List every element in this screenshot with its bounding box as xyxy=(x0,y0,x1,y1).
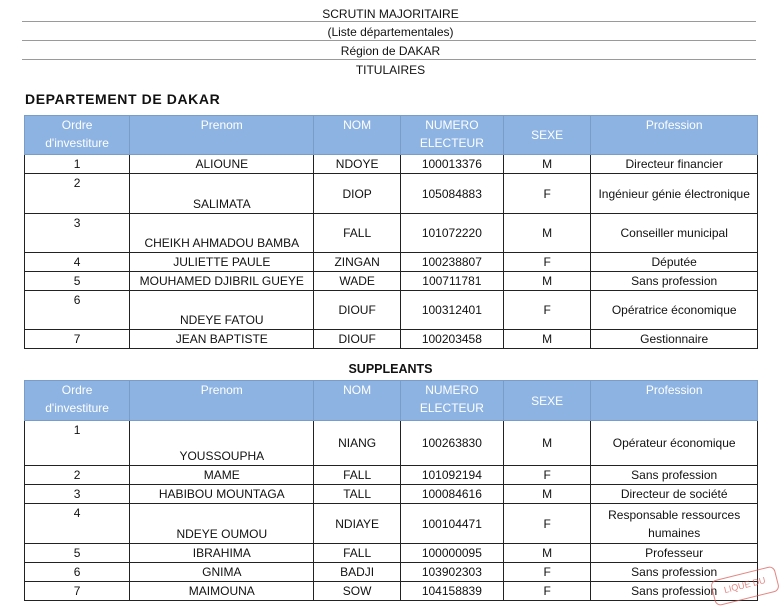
cell-prenom: NDEYE OUMOU xyxy=(130,504,314,544)
table-header-row xyxy=(25,116,758,155)
cell-numero: 100711781 xyxy=(400,272,503,291)
cell-ordre: 3 xyxy=(25,214,130,253)
table-row xyxy=(25,466,758,485)
suppleants-title: SUPPLEANTS xyxy=(348,362,433,376)
cell-sexe: M xyxy=(503,421,590,466)
cell-sexe: F xyxy=(503,174,590,214)
cell-nom: DIOUF xyxy=(314,291,400,330)
table-row xyxy=(25,291,758,330)
cell-numero: 104158839 xyxy=(400,582,503,601)
column-header-profession: Profession xyxy=(591,381,758,421)
cell-numero: 100013376 xyxy=(400,155,503,174)
cell-nom: NIANG xyxy=(314,421,400,466)
table-row xyxy=(25,330,758,349)
cell-profession: Sans profession xyxy=(591,582,758,601)
cell-prenom: GNIMA xyxy=(130,563,314,582)
cell-numero: 100104471 xyxy=(400,504,503,544)
cell-ordre: 4 xyxy=(25,253,130,272)
cell-numero: 105084883 xyxy=(400,174,503,214)
cell-profession: Directeur financier xyxy=(591,155,758,174)
department-title: DEPARTEMENT DE DAKAR xyxy=(25,91,221,107)
cell-nom: WADE xyxy=(314,272,400,291)
titulaires-table xyxy=(24,115,758,349)
cell-ordre: 2 xyxy=(25,174,130,214)
table-header-row xyxy=(25,381,758,421)
cell-nom: BADJI xyxy=(314,563,400,582)
cell-nom: DIOP xyxy=(314,174,400,214)
cell-numero: 100203458 xyxy=(400,330,503,349)
cell-sexe: F xyxy=(503,582,590,601)
column-header-sexe: SEXE xyxy=(503,116,590,155)
cell-ordre: 7 xyxy=(25,582,130,601)
cell-ordre: 6 xyxy=(25,563,130,582)
stamp-mark: LIQUE DU xyxy=(710,565,780,606)
header-rule xyxy=(22,21,756,22)
header-rule xyxy=(22,59,756,60)
suppleants-table xyxy=(24,380,758,601)
column-header-numero: NUMERO ELECTEUR xyxy=(400,116,503,155)
cell-sexe: M xyxy=(503,155,590,174)
cell-nom: NDIAYE xyxy=(314,504,400,544)
table-row xyxy=(25,155,758,174)
cell-nom: FALL xyxy=(314,214,400,253)
cell-prenom: YOUSSOUPHA xyxy=(130,421,314,466)
cell-profession: Opérateur économique xyxy=(591,421,758,466)
cell-profession: Députée xyxy=(591,253,758,272)
cell-ordre: 5 xyxy=(25,544,130,563)
cell-nom: SOW xyxy=(314,582,400,601)
cell-prenom: MAME xyxy=(130,466,314,485)
cell-numero: 100312401 xyxy=(400,291,503,330)
cell-profession: Sans profession xyxy=(591,272,758,291)
cell-numero: 103902303 xyxy=(400,563,503,582)
table-row xyxy=(25,421,758,466)
cell-ordre: 1 xyxy=(25,421,130,466)
cell-profession: Directeur de société xyxy=(591,485,758,504)
column-header-ordre: Ordre d'investiture xyxy=(25,381,130,421)
cell-prenom: ALIOUNE xyxy=(130,155,314,174)
cell-numero: 100263830 xyxy=(400,421,503,466)
cell-nom: FALL xyxy=(314,466,400,485)
table-row xyxy=(25,214,758,253)
cell-prenom: CHEIKH AHMADOU BAMBA xyxy=(130,214,314,253)
cell-numero: 101072220 xyxy=(400,214,503,253)
cell-nom: NDOYE xyxy=(314,155,400,174)
cell-sexe: M xyxy=(503,330,590,349)
cell-ordre: 6 xyxy=(25,291,130,330)
cell-profession: Sans profession xyxy=(591,466,758,485)
table-row xyxy=(25,485,758,504)
table-row xyxy=(25,253,758,272)
column-header-sexe: SEXE xyxy=(503,381,590,421)
cell-profession: Sans profession xyxy=(591,563,758,582)
cell-sexe: M xyxy=(503,544,590,563)
cell-numero: 101092194 xyxy=(400,466,503,485)
cell-sexe: F xyxy=(503,291,590,330)
cell-nom: DIOUF xyxy=(314,330,400,349)
cell-numero: 100000095 xyxy=(400,544,503,563)
cell-profession: Opératrice économique xyxy=(591,291,758,330)
cell-sexe: F xyxy=(503,504,590,544)
cell-numero: 100238807 xyxy=(400,253,503,272)
table-row xyxy=(25,174,758,214)
cell-profession: Professeur xyxy=(591,544,758,563)
cell-nom: TALL xyxy=(314,485,400,504)
cell-profession: Responsable ressources humaines xyxy=(591,504,758,544)
cell-prenom: MOUHAMED DJIBRIL GUEYE xyxy=(130,272,314,291)
cell-sexe: F xyxy=(503,563,590,582)
cell-profession: Gestionnaire xyxy=(591,330,758,349)
cell-ordre: 2 xyxy=(25,466,130,485)
header-line-1: SCRUTIN MAJORITAIRE xyxy=(322,7,459,21)
column-header-nom: NOM xyxy=(314,381,400,421)
cell-sexe: F xyxy=(503,253,590,272)
cell-prenom: MAIMOUNA xyxy=(130,582,314,601)
cell-ordre: 7 xyxy=(25,330,130,349)
column-header-nom: NOM xyxy=(314,116,400,155)
cell-prenom: HABIBOU MOUNTAGA xyxy=(130,485,314,504)
table-row xyxy=(25,504,758,544)
cell-prenom: JULIETTE PAULE xyxy=(130,253,314,272)
column-header-prenom: Prenom xyxy=(130,381,314,421)
cell-ordre: 5 xyxy=(25,272,130,291)
header-line-2: (Liste départementales) xyxy=(327,25,454,39)
header-line-3: Région de DAKAR xyxy=(340,44,441,58)
column-header-numero: NUMERO ELECTEUR xyxy=(400,381,503,421)
cell-sexe: M xyxy=(503,272,590,291)
cell-sexe: M xyxy=(503,214,590,253)
cell-prenom: IBRAHIMA xyxy=(130,544,314,563)
cell-profession: Ingénieur génie électronique xyxy=(591,174,758,214)
cell-prenom: NDEYE FATOU xyxy=(130,291,314,330)
cell-ordre: 3 xyxy=(25,485,130,504)
column-header-ordre: Ordre d'investiture xyxy=(25,116,130,155)
column-header-profession: Profession xyxy=(591,116,758,155)
cell-prenom: JEAN BAPTISTE xyxy=(130,330,314,349)
cell-nom: FALL xyxy=(314,544,400,563)
table-row xyxy=(25,582,758,601)
cell-profession: Conseiller municipal xyxy=(591,214,758,253)
cell-prenom: SALIMATA xyxy=(130,174,314,214)
cell-ordre: 1 xyxy=(25,155,130,174)
table-row xyxy=(25,272,758,291)
cell-sexe: M xyxy=(503,485,590,504)
cell-nom: ZINGAN xyxy=(314,253,400,272)
cell-ordre: 4 xyxy=(25,504,130,544)
cell-numero: 100084616 xyxy=(400,485,503,504)
header-line-4: TITULAIRES xyxy=(355,63,426,77)
table-row xyxy=(25,563,758,582)
table-row xyxy=(25,544,758,563)
cell-sexe: F xyxy=(503,466,590,485)
column-header-prenom: Prenom xyxy=(130,116,314,155)
header-rule xyxy=(22,40,756,41)
